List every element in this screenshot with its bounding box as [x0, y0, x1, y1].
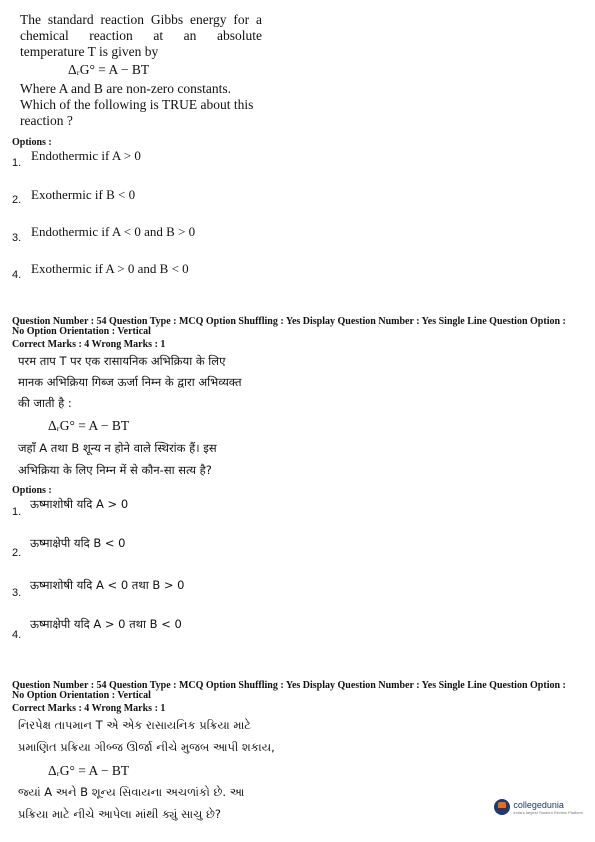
question-header: No Option Orientation : Vertical: [12, 326, 151, 337]
option-number: 3.: [12, 587, 22, 599]
question-line: chemical reaction at an absolute: [20, 28, 262, 43]
formula: ΔᵣG° = A − BT: [48, 418, 130, 433]
question-line: પ્રમાણિત પ્રક્રિયા ગીબ્જ ઊર્જા નીચે મુજબ આપી શકાય,: [18, 740, 275, 754]
options-label: Options :: [12, 137, 52, 148]
option-text: ऊष्माशोषी यदि A < 0 तथा B > 0: [30, 578, 185, 592]
option-text: ऊष्माशोषी यदि A > 0: [30, 497, 129, 511]
option-text: ऊष्माक्षेपी यदि B < 0: [30, 536, 126, 550]
option-number: 2.: [12, 547, 22, 559]
question-line: Which of the following is TRUE about this: [20, 97, 254, 112]
question-line: की जाती है :: [18, 396, 72, 410]
option-number: 3.: [12, 232, 22, 244]
question-line: जहाँ A तथा B शून्य न होने वाले स्थिरांक हैं। इस: [18, 441, 217, 455]
question-header: Question Number : 54 Question Type : MCQ Option Shuffling : Yes Display Question Number : Yes Single Line Question Option :: [12, 680, 566, 691]
question-line: अभिक्रिया के लिए निम्न में से कौन-सा सत्य है?: [18, 463, 212, 477]
question-line: The standard reaction Gibbs energy for a: [20, 12, 262, 27]
option-number: 4.: [12, 269, 22, 281]
options-label: Options :: [12, 485, 52, 496]
formula: ΔᵣG° = A − BT: [68, 62, 150, 77]
option-number: 4.: [12, 629, 22, 641]
question-header: No Option Orientation : Vertical: [12, 690, 151, 701]
logo-tagline: India's largest Student Review Platform: [513, 809, 583, 815]
marks-info: Correct Marks : 4 Wrong Marks : 1: [12, 703, 166, 714]
question-line: reaction ?: [20, 113, 73, 128]
formula: ΔᵣG° = A − BT: [48, 763, 130, 778]
option-number: 1.: [12, 157, 22, 169]
collegedunia-logo: [494, 799, 583, 815]
option-text: Exothermic if A > 0 and B < 0: [31, 261, 189, 276]
logo-icon: [494, 799, 510, 815]
question-header: Question Number : 54 Question Type : MCQ Option Shuffling : Yes Display Question Number : Yes Single Line Question Option :: [12, 316, 566, 327]
option-number: 1.: [12, 506, 22, 518]
option-number: 2.: [12, 194, 22, 206]
marks-info: Correct Marks : 4 Wrong Marks : 1: [12, 339, 166, 350]
option-text: ऊष्माक्षेपी यदि A > 0 तथा B < 0: [30, 617, 182, 631]
question-line: परम ताप T पर एक रासायनिक अभिक्रिया के लिए: [18, 354, 226, 368]
question-line: પ્રક્રિયા માટે નીચે આપેલા માંથી ક્યું સાચુ છે?: [18, 807, 221, 821]
question-line: मानक अभिक्रिया गिब्ज ऊर्जा निम्न के द्वारा अभिव्यक्त: [18, 375, 242, 389]
logo-name: collegedunia: [513, 799, 564, 810]
option-text: Endothermic if A < 0 and B > 0: [31, 224, 196, 239]
question-line: નિરપેક્ષ તાપમાન T એ એક રાસાયનિક પ્રક્રિયા માટે: [18, 718, 251, 732]
option-text: Endothermic if A > 0: [31, 148, 141, 163]
question-line: જ્યાં A અને B શૂન્ય સિવાયના અચળાંકો છે. આ: [18, 785, 245, 799]
question-line: Where A and B are non-zero constants.: [20, 81, 232, 96]
option-text: Exothermic if B < 0: [31, 187, 136, 202]
question-line: temperature T is given by: [20, 44, 159, 59]
